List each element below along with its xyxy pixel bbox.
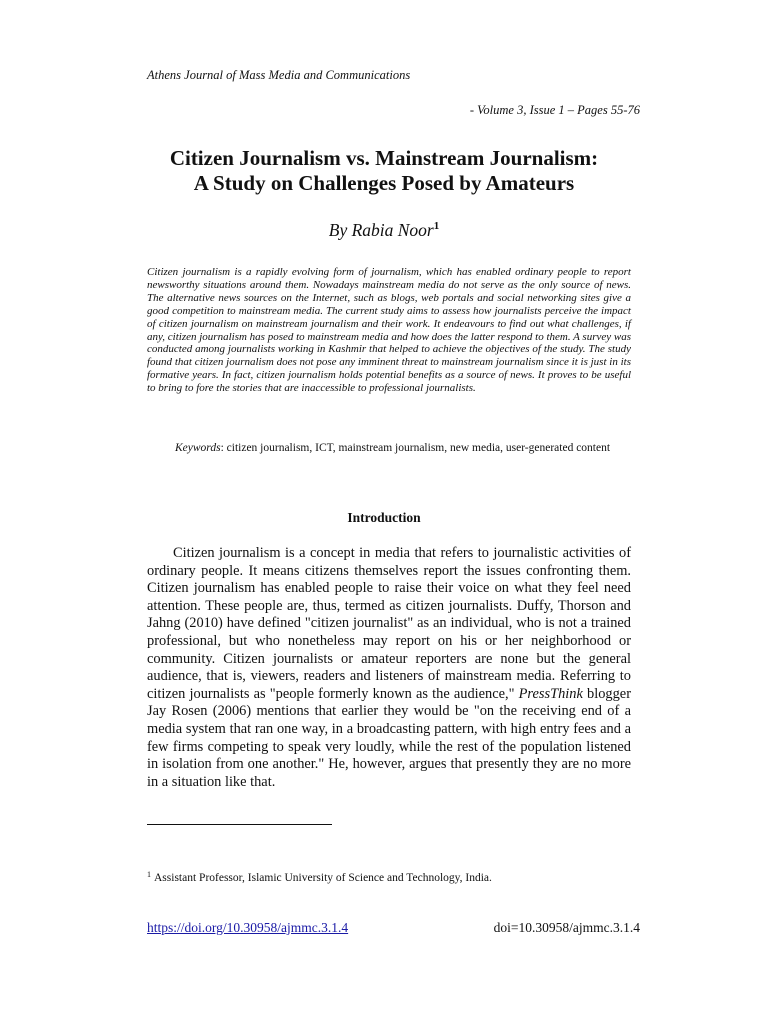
footnote-divider	[147, 824, 332, 825]
author-byline	[200, 220, 568, 241]
intro-text-part-2: blogger Jay Rosen (2006) mentions that earlier they would be "on the receiving end of a media system that ran one way, in a broadcasting pattern, with high entry fees and a few firms competing to speak very loudly, while the rest of the population listened in isolation from one another." He, however, argues that presently they are no more in a situation like that.	[147, 685, 631, 790]
title-line-1: Citizen Journalism vs. Mainstream Journalism:	[169, 146, 599, 170]
paper-title	[120, 146, 648, 196]
abstract: Citizen journalism is a rapidly evolving form of journalism, which has enabled ordinary people to report newsworthy situations around them. Nowadays mainstream media do not serve as the only source of news. The alternative news sources on the Internet, such as blogs, web portals and social networking sites give a good competition to mainstream media. The current study aims to assess how journalists perceive the impact of citizen journalism on mainstream journalism and their work. It endeavours to find out what challenges, if any, citizen journalism has posed to mainstream media and how does the latter respond to them. A survey was conducted among journalists working in Kashmir that helped to achieve the objectives of the study. The study found that citizen journalism does not pose any imminent threat to mainstream journalism since it is just in its formative years. In fact, citizen journalism holds potential benefits as a source of news. It proves to be useful to bring to fore the stories that are inaccessible to professional journalists.	[147, 266, 631, 395]
doi-link[interactable]: https://doi.org/10.30958/ajmmc.3.1.4	[147, 920, 349, 935]
journal-name: Athens Journal of Mass Media and Communications	[147, 68, 411, 82]
volume-info: - Volume 3, Issue 1 – Pages 55-76	[469, 103, 640, 117]
keywords	[175, 441, 631, 456]
intro-text-part-1: Citizen journalism is a concept in media that refers to journalistic activities of ordinary people. It means citizens themselves report the issues confronting them. Citizen journalism has enabled people to raise their voice on what they feel need attention. These people are, thus, termed as citizen journalists. Duffy, Thorson and Jahng (2010) have defined "citizen journalist" as an individual, who is not a trained professional, but who nonetheless may report on his or her neighborhood or community. Citizen journalists or amateur reporters are none but the general audience, that is, viewers, readers and listeners of mainstream media. Referring to citizen journalists as "people formerly known as the audience,"	[147, 545, 631, 702]
introduction-paragraph	[147, 545, 631, 791]
intro-italic-pressthink: PressThink	[518, 685, 583, 702]
keywords-list: : citizen journalism, ICT, mainstream journalism, new media, user-generated content	[220, 442, 611, 454]
footnote	[147, 870, 631, 884]
title-line-2: A Study on Challenges Posed by Amateurs	[193, 171, 575, 195]
keywords-label: Keywords	[175, 442, 221, 454]
author-footnote-marker: 1	[433, 220, 440, 232]
author-name: By Rabia Noor	[328, 220, 434, 240]
doi-identifier: doi=10.30958/ajmmc.3.1.4	[493, 920, 640, 935]
footnote-text: Assistant Professor, Islamic University of Science and Technology, India.	[154, 872, 492, 884]
section-heading-introduction: Introduction	[347, 510, 421, 525]
footnote-marker: 1	[147, 870, 151, 879]
